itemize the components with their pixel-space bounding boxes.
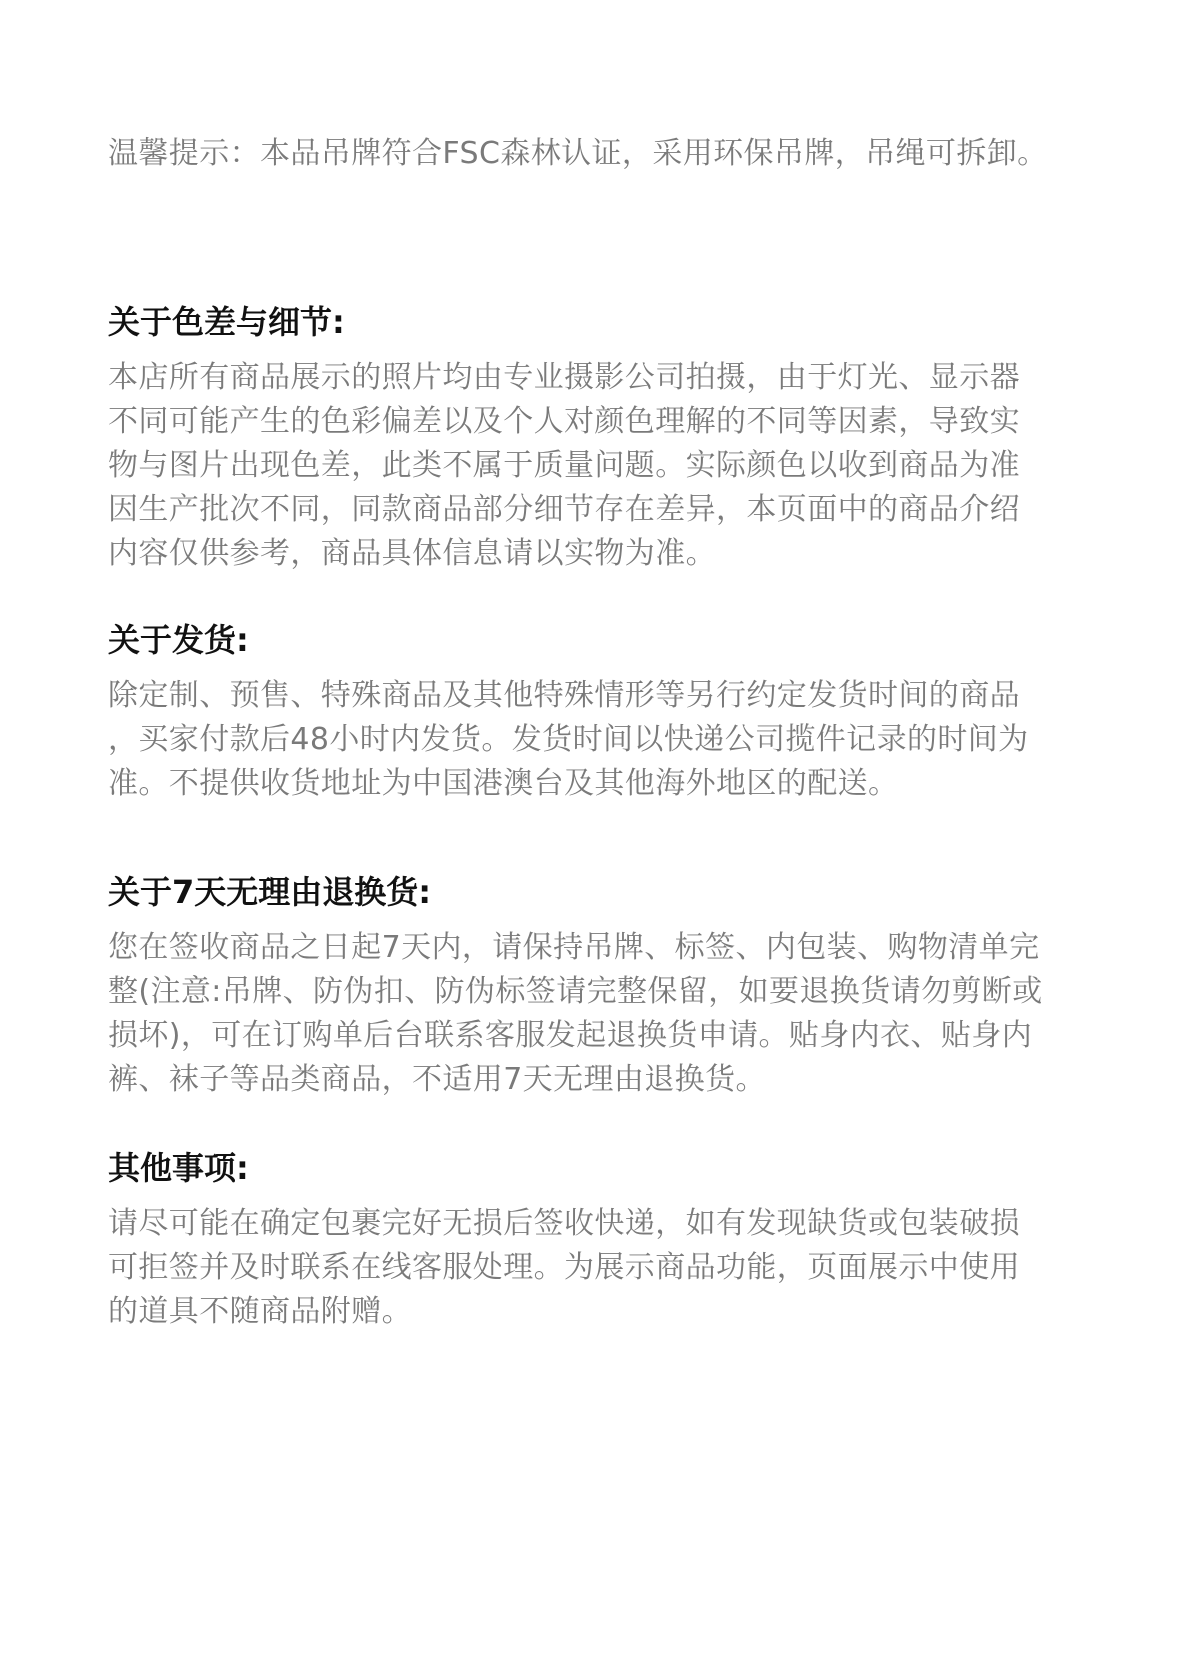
section-shipping	[108, 618, 1029, 806]
paragraph-line: ，买家付款后48小时内发货。发货时间以快递公司揽件记录的时间为	[108, 722, 1029, 757]
paragraph-line: 裤、袜子等品类商品，不适用7天无理由退换货。	[108, 1062, 766, 1097]
tip-text: 温馨提示：本品吊牌符合FSC森林认证，采用环保吊牌，吊绳可拆卸。	[108, 136, 1048, 171]
section-title: 其他事项:	[108, 1149, 249, 1187]
paragraph-line: 准。不提供收货地址为中国港澳台及其他海外地区的配送。	[108, 766, 899, 801]
paragraph-line: 除定制、预售、特殊商品及其他特殊情形等另行约定发货时间的商品	[108, 678, 1020, 713]
paragraph-line: 的道具不随商品附赠。	[108, 1294, 412, 1329]
paragraph-line: 您在签收商品之日起7天内，请保持吊牌、标签、内包装、购物清单完	[108, 930, 1040, 965]
paragraph-line: 不同可能产生的色彩偏差以及个人对颜色理解的不同等因素，导致实	[108, 404, 1020, 439]
section-color-difference	[108, 300, 1020, 576]
paragraph-line: 本店所有商品展示的照片均由专业摄影公司拍摄，由于灯光、显示器	[108, 360, 1020, 395]
section-other-matters	[108, 1146, 1020, 1334]
paragraph-line: 因生产批次不同，同款商品部分细节存在差异，本页面中的商品介绍	[108, 492, 1020, 527]
paragraph-line: 请尽可能在确定包裹完好无损后签收快递，如有发现缺货或包装破损	[108, 1206, 1020, 1241]
section-title: 关于发货:	[108, 621, 249, 659]
paragraph-line: 物与图片出现色差，此类不属于质量问题。实际颜色以收到商品为准	[108, 448, 1020, 483]
section-title: 关于色差与细节:	[108, 303, 345, 341]
section-title: 关于7天无理由退换货:	[108, 873, 432, 911]
paragraph-line: 整(注意:吊牌、防伪扣、防伪标签请完整保留，如要退换货请勿剪断或	[108, 974, 1043, 1009]
paragraph-line: 损坏)，可在订购单后台联系客服发起退换货申请。贴身内衣、贴身内	[108, 1018, 1033, 1053]
paragraph-line: 内容仅供参考，商品具体信息请以实物为准。	[108, 536, 716, 571]
paragraph-line: 可拒签并及时联系在线客服处理。为展示商品功能，页面展示中使用	[108, 1250, 1020, 1285]
section-returns	[108, 870, 1043, 1102]
